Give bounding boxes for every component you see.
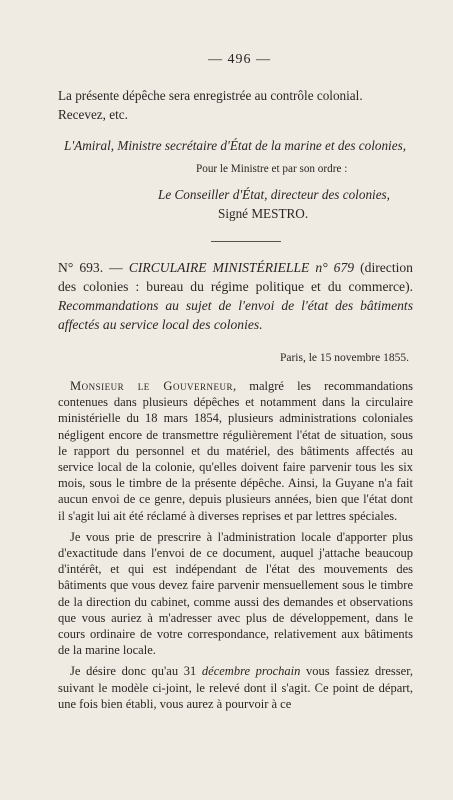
circular-title: CIRCULAIRE MINISTÉRIELLE n° 679 xyxy=(128,260,355,275)
paragraph-3-date: décembre prochain xyxy=(201,664,301,679)
intro-line: La présente dépêche sera enregistrée au contrôle colonial. xyxy=(58,88,363,103)
signature-block xyxy=(58,136,413,223)
circular-number: N° 693. — xyxy=(58,260,129,275)
paragraph-1-text: , malgré les recommandations contenues dans plusieurs dépêches et notamment dans la circulaire ministérielle du 18 mars 1854, plusieurs administrations coloniales négligent encore de transmettre régulièrement l'état de situation, sous le rapport du personnel et du matériel, des bâtiments affectés au service local de la colonie, qu'elles doivent faire parvenir tous les six mois, sous le timbre de la présente dépêche. Ainsi, la Guyane n'a fait aucun envoi de ce genre, depuis plusieurs années, bien que l'état dont il s'agit lui ait été réclamé à diverses reprises et par lettres spéciales. xyxy=(58,379,413,523)
salutation: Monsieur le Gouverneur xyxy=(70,379,233,393)
paragraph-2: Je vous prie de prescrire à l'administration locale d'apporter plus d'exactitude dans l'envoi de ce document, auquel j'attache beaucoup d'intérêt, et qui est indépendant de l'état des mouvements des bâtiments que vous devez faire parvenir mensuellement sous le timbre de la direction du cabinet, comme aussi des demandes et observations que vous auriez à m'adresser avec plus de développement, dans le cours ordinaire de votre correspondance, relativement aux bâtiments de la marine locale. xyxy=(58,529,413,658)
paragraph-3-a: Je désire donc qu'au 31 xyxy=(70,664,202,679)
intro-block xyxy=(58,86,413,124)
paragraph-1 xyxy=(58,378,413,524)
paragraph-3-b: vous fassiez dresser, suivant le modèle ci-joint, le relevé dont il s'agit. Ce point de départ, une fois bien établi, vous aurez à pourvoir à ce xyxy=(58,664,413,711)
circular-heading xyxy=(58,258,413,334)
signature-name: Signé MESTRO. xyxy=(218,206,309,221)
paragraph-3 xyxy=(58,663,413,712)
circular-subject: Recommandations au sujet de l'envoi de l'état des bâtiments affectés au service local des colonies. xyxy=(58,298,413,332)
section-divider xyxy=(211,241,281,242)
date-line: Paris, le 15 novembre 1855. xyxy=(279,352,409,364)
signature-councillor: Le Conseiller d'État, directeur des colonies, xyxy=(158,187,390,202)
body-text xyxy=(58,378,413,712)
signature-title: L'Amiral, Ministre secrétaire d'État de la marine et des colonies, xyxy=(64,138,406,153)
circular-direction: (direction des colonies : bureau du régime politique et du commerce). xyxy=(58,260,413,294)
intro-closing: Recevez, etc. xyxy=(58,107,128,122)
signature-order: Pour le Ministre et par son ordre : xyxy=(196,163,348,175)
page-number: — 496 — xyxy=(208,52,271,67)
